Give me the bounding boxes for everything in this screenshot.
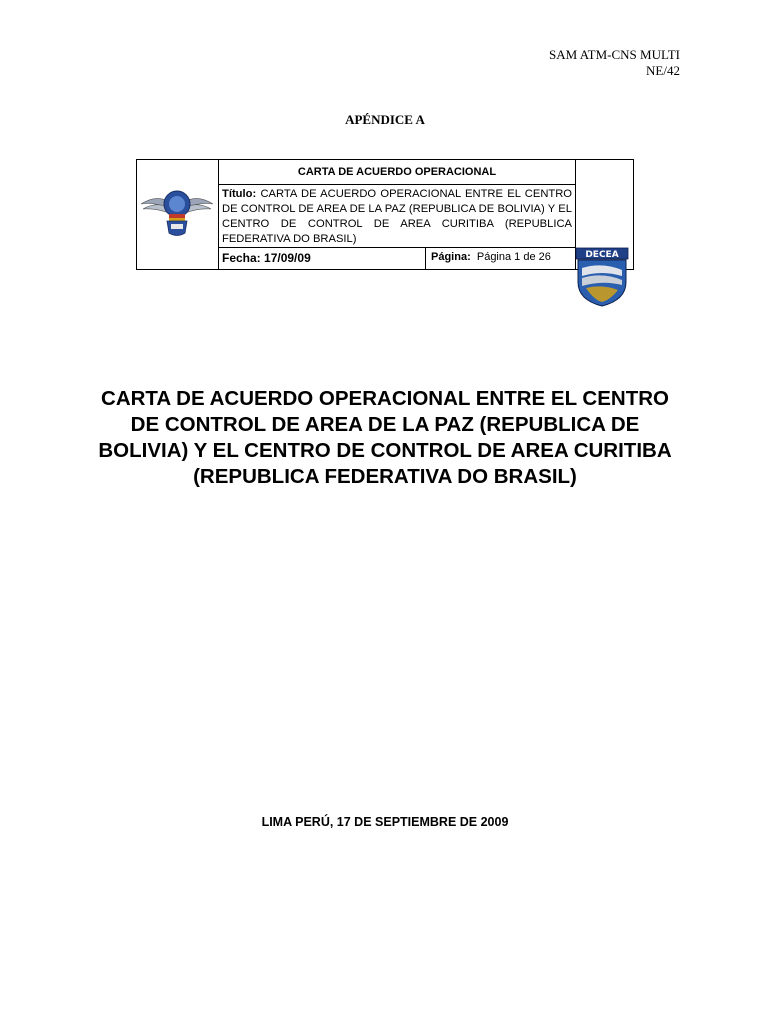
place-and-date: LIMA PERÚ, 17 DE SEPTIEMBRE DE 2009 — [261, 815, 509, 829]
form-title-field — [222, 187, 572, 247]
date-value: 17/09/09 — [264, 251, 311, 265]
decea-logo-text: DECEA — [585, 250, 619, 260]
document-reference — [549, 47, 680, 79]
page-label: Página: — [431, 251, 471, 263]
form-heading: CARTA DE ACUERDO OPERACIONAL — [297, 166, 497, 178]
table-divider — [218, 247, 575, 248]
title-text: CARTA DE ACUERDO OPERACIONAL ENTRE EL CENTRO DE CONTROL DE AREA DE LA PAZ (REPUBLICA DE BOLIVIA) Y EL CENTRO DE CONTROL DE AREA CURITIBA (REPUBLICA FEDERATIVA DO BRASIL) — [222, 188, 573, 245]
date-field — [222, 251, 311, 265]
appendix-label: APÉNDICE A — [345, 112, 425, 127]
reference-line-2: NE/42 — [646, 63, 680, 78]
document-main-title: CARTA DE ACUERDO OPERACIONAL ENTRE EL CENTRO DE CONTROL DE AREA DE LA PAZ (REPUBLICA DE BOLIVIA) Y EL CENTRO DE CONTROL DE AREA CURITIBA (REPUBLICA FEDERATIVA DO BRASIL) — [98, 387, 672, 488]
decea-logo — [574, 246, 630, 308]
date-label: Fecha: — [222, 251, 261, 265]
reference-line-1: SAM ATM-CNS MULTI — [549, 47, 680, 62]
title-label: Título: — [222, 188, 257, 200]
table-divider — [218, 184, 575, 185]
table-divider — [425, 247, 426, 269]
page-value: Página 1 de 26 — [476, 251, 551, 263]
page-field — [431, 251, 551, 263]
aviation-emblem-logo — [139, 186, 215, 238]
